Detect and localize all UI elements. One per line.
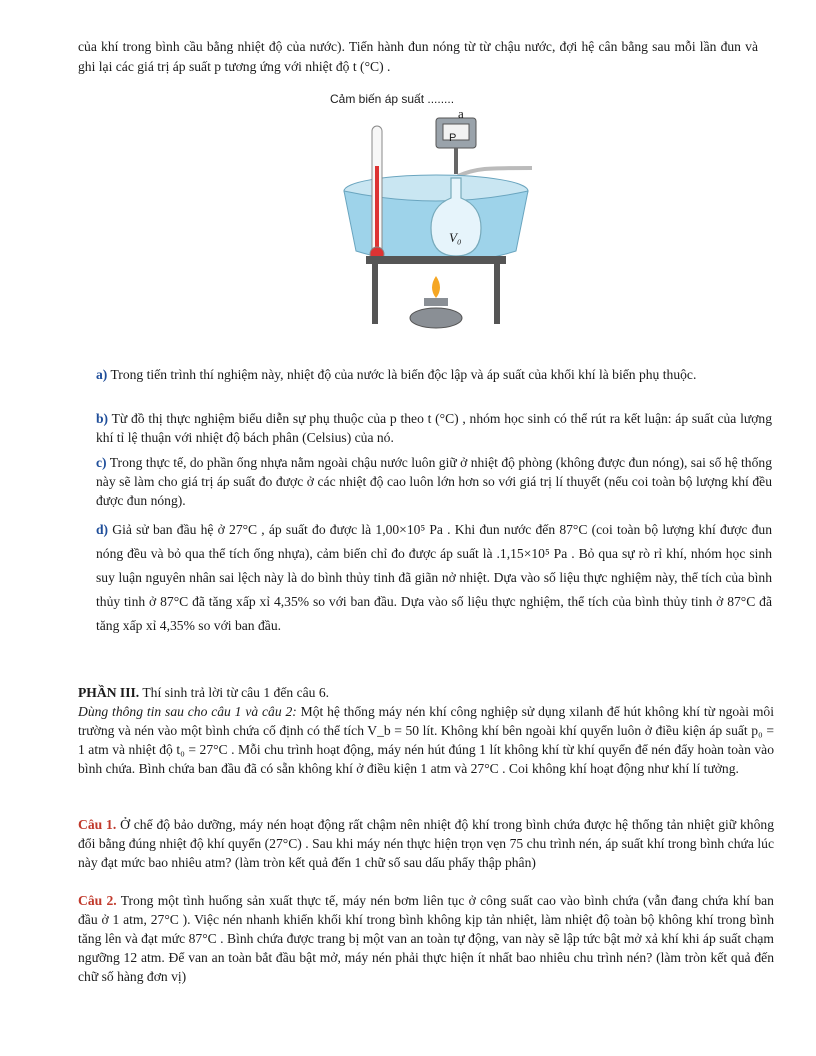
statement-tag: b)	[96, 411, 109, 426]
question-text: Trong một tình huống sản xuất thực tế, máy nén bơm liên tục ở công suất cao vào bình chứa (vẫn đang chứa khí ban đầu ở 1 atm, 27°C ). Việc nén nhanh khiến khối khí trong bình không kịp tản nhiệt, làm nhiệt độ toàn bộ không khí trong bình tăng lên và đạt mức 87°C . Bình chứa được trang bị một van an toàn tự động, van này sẽ lập tức bật mở xả khí khi áp suất chạm ngưỡng 12 atm. Để van an toàn bắt đầu bật mở, máy nén phải thực hiện ít nhất bao nhiêu chu trình nén? (làm tròn kết quả đến chữ số hàng đơn vị)	[78, 893, 774, 984]
stand-leg-left	[372, 264, 378, 324]
statement-a	[96, 365, 772, 384]
experiment-figure	[336, 106, 536, 343]
statement-tag: a)	[96, 367, 108, 382]
burner-neck	[424, 298, 448, 306]
question-label: Câu 2.	[78, 893, 117, 908]
context-text: Một hệ thống máy nén khí công nghiệp sử dụng xilanh để hút không khí từ ngoài môi trường và nén vào một bình chứa cố định có thể tích V_b = 50 lít. Không khí bên ngoài khí quyển luôn ở điều kiện áp suất p₀ = 1 atm và nhiệt độ t₀ = 27°C . Mỗi chu trình hoạt động, máy nén hút đúng 1 lít không khí từ khí quyển để nén đẩy hoàn toàn vào bình chứa. Bình chứa ban đầu đã có sẵn không khí ở điều kiện 1 atm và 27°C . Coi không khí hoạt động như khí lí tưởng.	[78, 704, 775, 776]
label-a: a	[458, 106, 464, 121]
label-p: P	[449, 132, 457, 144]
part3-instructions: Thí sinh trả lời từ câu 1 đến câu 6.	[139, 685, 330, 700]
sensor-stem	[454, 148, 458, 174]
flame	[432, 276, 440, 298]
question-label: Câu 1.	[78, 817, 117, 832]
burner-base	[410, 308, 462, 328]
statement-tag: c)	[96, 455, 107, 470]
part3-heading	[78, 683, 774, 702]
question-2	[78, 891, 774, 986]
statement-text: Giả sử ban đầu hệ ở 27°C , áp suất đo được là 1,00×10⁵ Pa . Khi đun nước đến 87°C (coi toàn bộ lượng khí được đun nóng đều và bỏ qua thể tích ống nhựa), cảm biến chỉ đo được áp suất là .1,15×10⁵ Pa . Bỏ qua sự rò rỉ khí, nhóm học sinh suy luận nguyên nhân sai lệch này là do bình thủy tinh đã giãn nở nhiệt. Dựa vào số liệu thực nghiệm này, thể tích của bình thủy tinh ở 87°C đã tăng xấp xỉ 4,35% so với ban đầu. Dựa vào số liệu thực nghiệm, thể tích của bình thủy tinh ở 87°C đã tăng xấp xỉ 4,35% so với ban đầu.	[96, 522, 772, 633]
plastic-tube	[458, 168, 532, 176]
statement-text: Trong tiến trình thí nghiệm này, nhiệt độ của nước là biến độc lập và áp suất của khối khí là biến phụ thuộc.	[107, 367, 697, 382]
context-paragraph	[78, 702, 774, 778]
question-1	[78, 815, 774, 872]
stand-top	[366, 256, 506, 264]
intro-paragraph: của khí trong bình cầu bằng nhiệt độ của nước). Tiến hành đun nóng từ từ chậu nước, đợi hệ cân bằng sau mỗi lần đun và ghi lại các giá trị áp suất p tương ứng với nhiệt độ t (°C) .	[78, 39, 758, 74]
statement-text: Trong thực tế, do phần ống nhựa nằm ngoài chậu nước luôn giữ ở nhiệt độ phòng (không được đun nóng), sai số hệ thống này sẽ làm cho giá trị áp suất đo được ở các nhiệt độ cao luôn lớn hơn so với giá trị lí thuyết (nếu coi toàn bộ lượng khí đều được đun nóng).	[96, 455, 772, 508]
question-text: Ở chế độ bảo dưỡng, máy nén hoạt động rất chậm nên nhiệt độ khí trong bình chứa được hệ thống tản nhiệt giữ không đổi bằng đúng nhiệt độ khí quyển (27°C) . Sau khi máy nén thực hiện trọn vẹn 75 chu trình nén, áp suất khí trong bình chứa lúc này đạt mức bao nhiêu atm? (làm tròn kết quả đến 1 chữ số sau dấu phẩy thập phân)	[78, 817, 774, 870]
part3-title: PHẦN III.	[78, 685, 140, 700]
statement-b	[96, 409, 772, 447]
statement-tag: d)	[96, 522, 109, 537]
figure-caption: Cảm biến áp suất ........	[330, 92, 455, 106]
statement-c	[96, 453, 772, 510]
thermometer-mercury	[375, 166, 379, 254]
experiment-illustration	[336, 106, 536, 338]
stand-leg-right	[494, 264, 500, 324]
statement-text: Từ đồ thị thực nghiệm biểu diễn sự phụ thuộc của p theo t (°C) , nhóm học sinh có thể rút ra kết luận: áp suất của lượng khí tỉ lệ thuận với nhiệt độ bách phân (Celsius) của nó.	[96, 411, 772, 445]
context-lead: Dùng thông tin sau cho câu 1 và câu 2:	[78, 704, 297, 719]
label-v0: V₀	[449, 230, 462, 245]
statement-d	[96, 518, 772, 638]
